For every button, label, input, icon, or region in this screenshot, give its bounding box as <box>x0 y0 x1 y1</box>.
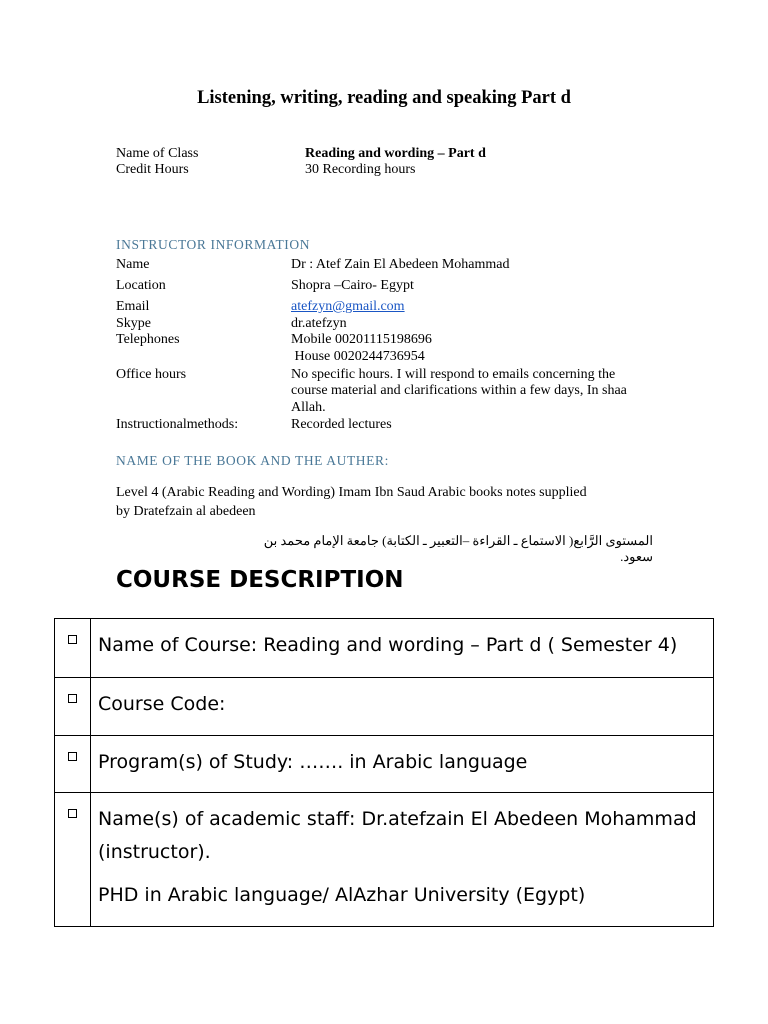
skype-value: dr.atefzyn <box>291 316 347 331</box>
checkbox-icon[interactable] <box>68 809 77 818</box>
office-hours-line-3: Allah. <box>291 400 326 415</box>
program-of-study-cell: Program(s) of Study: ……. in Arabic language <box>91 736 714 793</box>
location-value: Shopra –Cairo- Egypt <box>291 278 414 293</box>
class-name-value: Reading and wording – Part d <box>305 146 486 161</box>
checkbox-cell <box>55 619 91 678</box>
office-hours-line-1: No specific hours. I will respond to emails concerning the <box>291 367 616 382</box>
document-title: Listening, writing, reading and speaking Part d <box>197 88 571 108</box>
academic-staff-degree: PHD in Arabic language/ AlAzhar University (Egypt) <box>98 884 586 906</box>
checkbox-cell <box>55 793 91 927</box>
methods-value: Recorded lectures <box>291 417 392 432</box>
methods-label: Instructionalmethods: <box>116 417 239 432</box>
academic-staff-text: Name(s) of academic staff: Dr.atefzain El Abedeen Mohammad (instructor). <box>98 808 697 863</box>
course-name-cell: Name of Course: Reading and wording – Part d ( Semester 4) <box>91 619 714 678</box>
instructor-name-label: Name <box>116 257 150 272</box>
credit-hours-label: Credit Hours <box>116 162 189 177</box>
book-heading: NAME OF THE BOOK AND THE AUTHER: <box>116 453 389 468</box>
instructor-info-heading: INSTRUCTOR INFORMATION <box>116 237 311 252</box>
checkbox-icon[interactable] <box>68 752 77 761</box>
book-line-2: by Dratefzain al abedeen <box>116 504 256 519</box>
email-link[interactable]: atefzyn@gmail.com <box>291 299 405 314</box>
checkbox-cell <box>55 736 91 793</box>
email-label: Email <box>116 299 150 314</box>
checkbox-cell <box>55 678 91 736</box>
location-label: Location <box>116 278 166 293</box>
table-row <box>55 793 714 927</box>
instructor-name-value: Dr : Atef Zain El Abedeen Mohammad <box>291 257 510 272</box>
course-code-cell: Course Code: <box>91 678 714 736</box>
telephones-label: Telephones <box>116 332 180 347</box>
course-description-table <box>54 618 714 927</box>
academic-staff-cell <box>91 793 714 927</box>
arabic-book-title: المستوى الرَّابع( الاستماع ـ القراءة –التعبير ـ الكتابة) جامعة الإمام محمد بن سعود. <box>263 533 653 564</box>
checkbox-icon[interactable] <box>68 694 77 703</box>
office-hours-line-2: course material and clarifications within a few days, In shaa <box>291 383 627 398</box>
course-description-heading: COURSE DESCRIPTION <box>116 567 404 593</box>
credit-hours-value: 30 Recording hours <box>305 162 416 177</box>
table-row <box>55 736 714 793</box>
house-number: House 0020244736954 <box>291 349 425 364</box>
class-name-label: Name of Class <box>116 146 199 161</box>
book-line-1: Level 4 (Arabic Reading and Wording) Imam Ibn Saud Arabic books notes supplied <box>116 485 587 500</box>
table-row <box>55 678 714 736</box>
table-row <box>55 619 714 678</box>
skype-label: Skype <box>116 316 151 331</box>
mobile-number: Mobile 00201115198696 <box>291 332 432 347</box>
checkbox-icon[interactable] <box>68 635 77 644</box>
office-hours-label: Office hours <box>116 367 187 382</box>
